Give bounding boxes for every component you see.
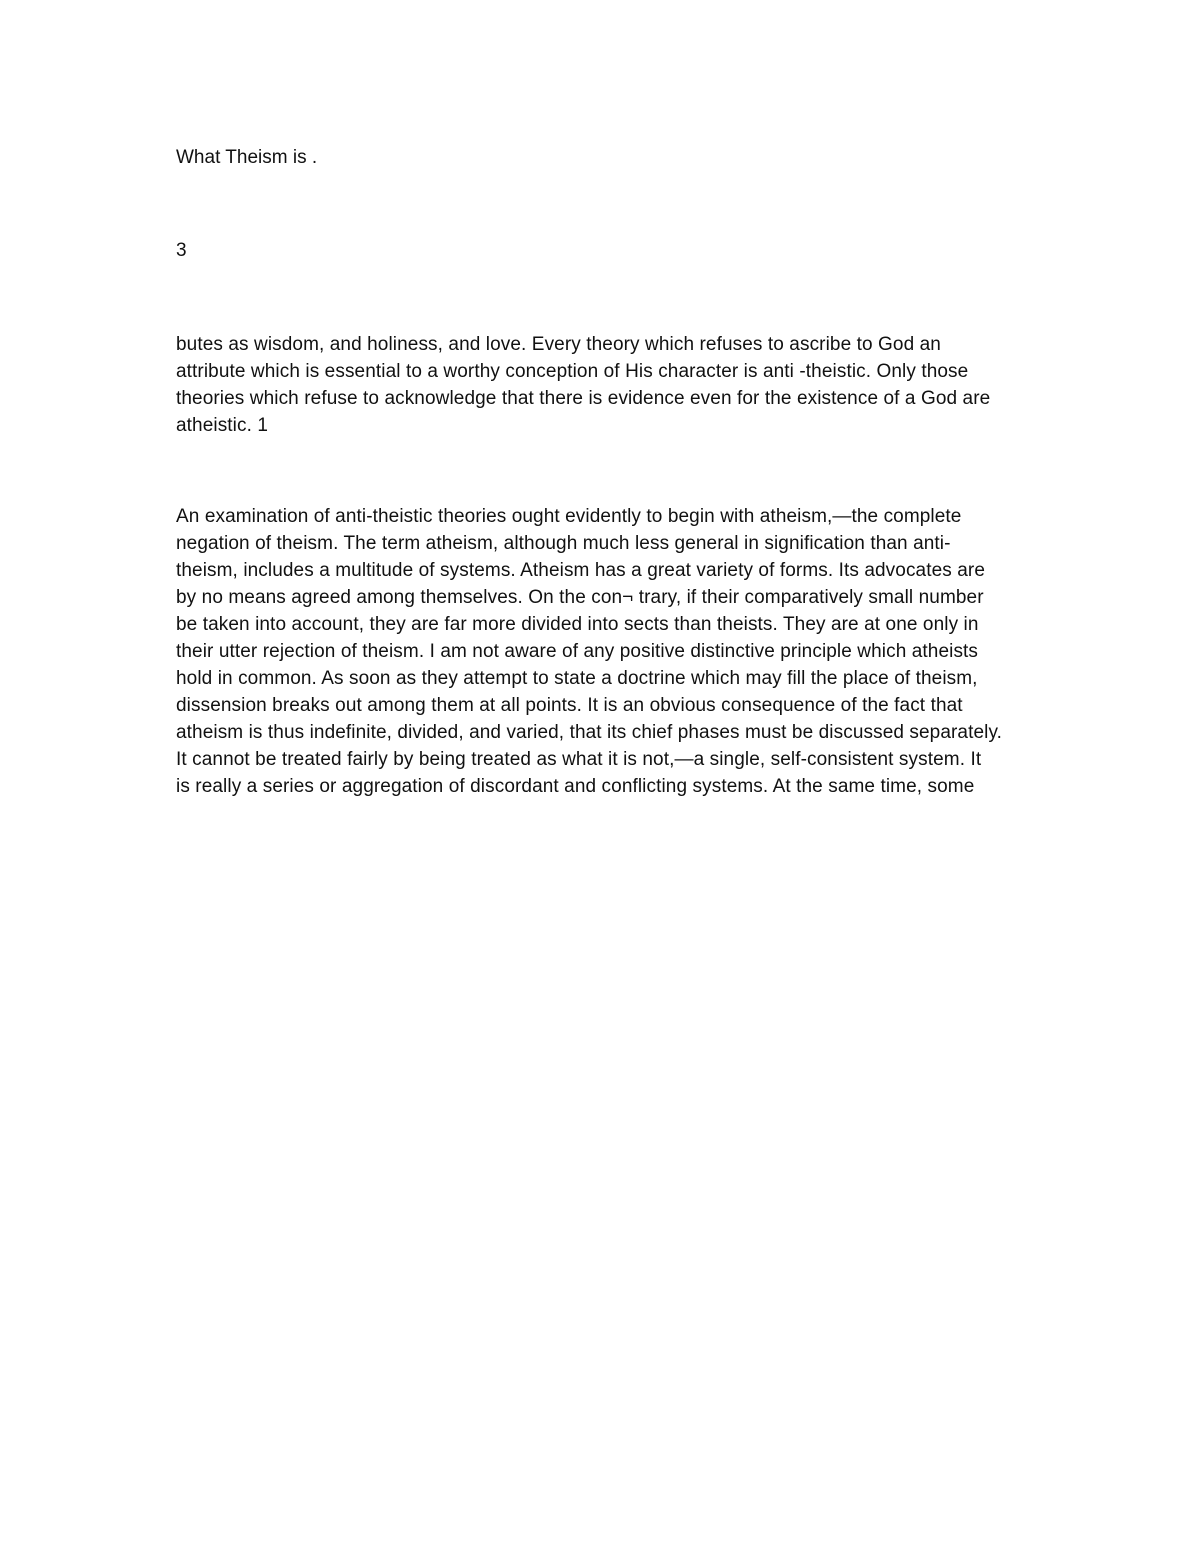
paragraph-line: is really a series or aggregation of discordant and conflicting systems. At the same time, some	[176, 776, 975, 797]
paragraph-2	[176, 503, 1036, 800]
paragraph-line: be taken into account, they are far more divided into sects than theists. They are at one only in	[176, 614, 979, 635]
paragraph-line: attribute which is essential to a worthy conception of His character is anti -theistic. Only those	[176, 361, 969, 382]
paragraph-line: theism, includes a multitude of systems. Atheism has a great variety of forms. Its advocates are	[176, 560, 985, 581]
paragraph-line: negation of theism. The term atheism, although much less general in signification than anti-	[176, 533, 951, 554]
paragraph-line: hold in common. As soon as they attempt to state a doctrine which may fill the place of theism,	[176, 668, 978, 689]
running-head: What Theism is .	[176, 147, 318, 168]
paragraph-line: atheistic. 1	[176, 415, 269, 436]
page-number: 3	[176, 240, 187, 261]
paragraph-line: An examination of anti-theistic theories ought evidently to begin with atheism,—the complete	[176, 506, 962, 527]
paragraph-line: butes as wisdom, and holiness, and love. Every theory which refuses to ascribe to God an	[176, 334, 941, 355]
paragraph-line: It cannot be treated fairly by being treated as what it is not,—a single, self-consistent system. It	[176, 749, 982, 770]
paragraph-line: dissension breaks out among them at all points. It is an obvious consequence of the fact that	[176, 695, 963, 716]
paragraph-line: their utter rejection of theism. I am not aware of any positive distinctive principle which atheists	[176, 641, 979, 662]
paragraph-1	[176, 331, 1036, 439]
paragraph-line: theories which refuse to acknowledge that there is evidence even for the existence of a God are	[176, 388, 991, 409]
paragraph-line: by no means agreed among themselves. On the con¬ trary, if their comparatively small number	[176, 587, 984, 608]
paragraph-line: atheism is thus indefinite, divided, and varied, that its chief phases must be discussed separately.	[176, 722, 1003, 743]
